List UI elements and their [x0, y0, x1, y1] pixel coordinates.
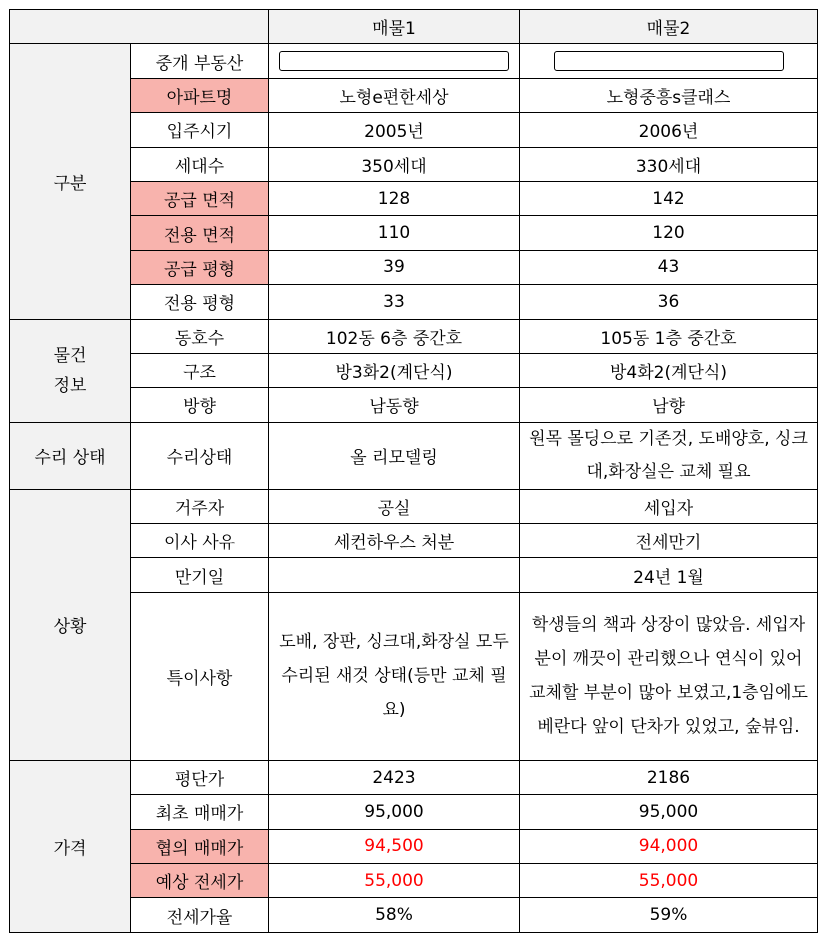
header-property-1: 매물1 — [269, 10, 520, 44]
cell-reason-2: 전세만기 — [520, 524, 818, 558]
cell-expiry-1 — [269, 558, 520, 592]
cell-notes-2: 학생들의 책과 상장이 많았음. 세입자분이 깨끗이 관리했으나 연식이 있어 교체할 부분이 많아 보였고,1층임에도 베란다 앞이 단차가 있었고, 숲뷰임. — [520, 592, 818, 760]
table-row — [10, 319, 818, 353]
table-row — [10, 181, 818, 215]
cell-excl-py-2: 36 — [520, 285, 818, 319]
table-row — [10, 250, 818, 284]
table-row — [10, 353, 818, 387]
table-row — [10, 78, 818, 112]
cell-apt-1: 노형e편한세상 — [269, 78, 520, 112]
cell-negotiated-1: 94,500 — [269, 829, 520, 863]
cell-agency-2 — [520, 44, 818, 78]
row-label-jeonse: 예상 전세가 — [131, 864, 269, 898]
cell-ratio-1: 58% — [269, 898, 520, 932]
cell-initial-1: 95,000 — [269, 795, 520, 829]
table-row — [10, 113, 818, 147]
cell-repair-1: 올 리모델링 — [269, 422, 520, 489]
property-comparison-table — [9, 9, 818, 933]
cell-supply-py-2: 43 — [520, 250, 818, 284]
redacted-box — [279, 51, 509, 71]
cell-ratio-2: 59% — [520, 898, 818, 932]
cell-movein-2: 2006년 — [520, 113, 818, 147]
row-label-excl-py: 전용 평형 — [131, 285, 269, 319]
cell-apt-2: 노형중흥s클래스 — [520, 78, 818, 112]
row-label-initial: 최초 매매가 — [131, 795, 269, 829]
row-label-expiry: 만기일 — [131, 558, 269, 592]
group-sanghwang: 상황 — [10, 489, 131, 760]
redacted-box — [554, 51, 784, 71]
group-gagyeok: 가격 — [10, 760, 131, 932]
row-label-apt: 아파트명 — [131, 78, 269, 112]
cell-occupant-2: 세입자 — [520, 489, 818, 523]
row-label-households: 세대수 — [131, 147, 269, 181]
table-row — [10, 898, 818, 932]
cell-households-1: 350세대 — [269, 147, 520, 181]
cell-households-2: 330세대 — [520, 147, 818, 181]
table-row — [10, 388, 818, 422]
table-row — [10, 44, 818, 78]
row-label-supply-area: 공급 면적 — [131, 181, 269, 215]
table-row — [10, 216, 818, 250]
header-corner — [10, 10, 269, 44]
cell-structure-1: 방3화2(계단식) — [269, 353, 520, 387]
cell-notes-1: 도배, 장판, 싱크대,화장실 모두 수리된 새것 상태(등만 교체 필요) — [269, 592, 520, 760]
row-label-notes: 특이사항 — [131, 592, 269, 760]
cell-supply-py-1: 39 — [269, 250, 520, 284]
cell-unit-price-2: 2186 — [520, 760, 818, 794]
row-label-reason: 이사 사유 — [131, 524, 269, 558]
row-label-unit: 동호수 — [131, 319, 269, 353]
row-label-direction: 방향 — [131, 388, 269, 422]
cell-occupant-1: 공실 — [269, 489, 520, 523]
cell-reason-1: 세컨하우스 처분 — [269, 524, 520, 558]
cell-repair-2: 원목 몰딩으로 기존것, 도배양호, 싱크대,화장실은 교체 필요 — [520, 422, 818, 489]
table-row — [10, 829, 818, 863]
row-label-structure: 구조 — [131, 353, 269, 387]
header-property-2: 매물2 — [520, 10, 818, 44]
group-gubun: 구분 — [10, 44, 131, 319]
header-row — [10, 10, 818, 44]
cell-excl-area-2: 120 — [520, 216, 818, 250]
cell-direction-1: 남동향 — [269, 388, 520, 422]
row-label-occupant: 거주자 — [131, 489, 269, 523]
table-row — [10, 795, 818, 829]
cell-negotiated-2: 94,000 — [520, 829, 818, 863]
group-suri: 수리 상태 — [10, 422, 131, 489]
table-row — [10, 864, 818, 898]
cell-jeonse-2: 55,000 — [520, 864, 818, 898]
table-row — [10, 524, 818, 558]
row-label-repair: 수리상태 — [131, 422, 269, 489]
group-mulgeon: 물건 정보 — [10, 319, 131, 422]
cell-unit-price-1: 2423 — [269, 760, 520, 794]
table-row — [10, 489, 818, 523]
cell-excl-area-1: 110 — [269, 216, 520, 250]
cell-supply-area-2: 142 — [520, 181, 818, 215]
table-row — [10, 558, 818, 592]
table-row — [10, 422, 818, 489]
table-row — [10, 760, 818, 794]
table-row — [10, 285, 818, 319]
cell-structure-2: 방4화2(계단식) — [520, 353, 818, 387]
cell-expiry-2: 24년 1월 — [520, 558, 818, 592]
row-label-agency: 중개 부동산 — [131, 44, 269, 78]
cell-unit-2: 105동 1층 중간호 — [520, 319, 818, 353]
cell-unit-1: 102동 6층 중간호 — [269, 319, 520, 353]
table-row — [10, 592, 818, 760]
cell-agency-1 — [269, 44, 520, 78]
cell-excl-py-1: 33 — [269, 285, 520, 319]
row-label-excl-area: 전용 면적 — [131, 216, 269, 250]
row-label-supply-py: 공급 평형 — [131, 250, 269, 284]
row-label-unit-price: 평단가 — [131, 760, 269, 794]
cell-initial-2: 95,000 — [520, 795, 818, 829]
cell-movein-1: 2005년 — [269, 113, 520, 147]
row-label-negotiated: 협의 매매가 — [131, 829, 269, 863]
cell-supply-area-1: 128 — [269, 181, 520, 215]
cell-jeonse-1: 55,000 — [269, 864, 520, 898]
cell-direction-2: 남향 — [520, 388, 818, 422]
row-label-ratio: 전세가율 — [131, 898, 269, 932]
table-row — [10, 147, 818, 181]
row-label-movein: 입주시기 — [131, 113, 269, 147]
